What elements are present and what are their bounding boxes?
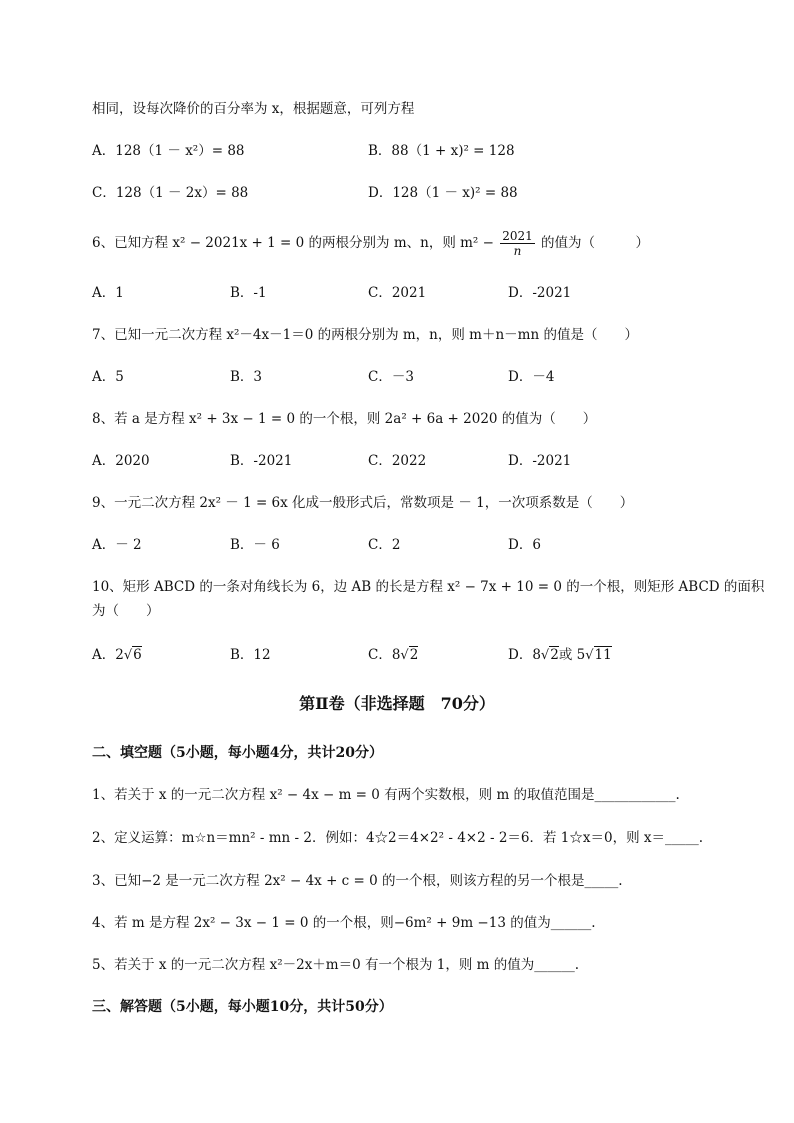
q10-option-d-mid: 或 5 (558, 647, 586, 663)
q9-option-c: C．2 (368, 537, 401, 553)
q6-option-c: C．2021 (368, 285, 427, 301)
intro-line: 相同，设每次降价的百分率为 x，根据题意，可列方程 (92, 101, 415, 117)
q8-option-b: B．-2021 (230, 453, 293, 469)
q5-option-b: B．88（1 + x)² = 128 (368, 143, 515, 159)
q9-option-d: D．6 (508, 537, 541, 553)
q10-stem-line1: 10、矩形 ABCD 的一条对角线长为 6，边 AB 的长是方程 x² − 7x + 10 = 0 的一个根，则矩形 ABCD 的面积 (92, 579, 765, 595)
q6-fraction (500, 229, 535, 258)
q9-stem: 9、一元二次方程 2x² － 1 = 6x 化成一般形式后，常数项是 － 1，一次项系数是（ ） (92, 495, 634, 511)
fill-question-2: 2、定义运算：m☆n＝mn² - mn - 2．例如：4☆2＝4×2² - 4×2 - 2＝6．若 1☆x＝0，则 x＝_____. (92, 830, 704, 846)
q9-option-a: A．－ 2 (92, 537, 142, 553)
radical-icon: √ (585, 648, 594, 663)
q5-option-d: D．128（1 － x)² = 88 (368, 185, 518, 201)
q6-option-b: B．-1 (230, 285, 267, 301)
q10-option-a-radicand: 6 (133, 647, 142, 663)
radical-icon: √ (540, 648, 550, 663)
radical-icon: √ (123, 648, 133, 663)
q6-option-d: D．-2021 (508, 285, 572, 301)
q10-option-a-prefix: A．2 (92, 647, 124, 663)
fill-question-1: 1、若关于 x 的一元二次方程 x² − 4x − m = 0 有两个实数根，则 m 的取值范围是____________. (92, 787, 680, 803)
q7-option-a: A．5 (92, 369, 124, 385)
q10-option-d-prefix: D．8 (508, 647, 541, 663)
q7-option-d: D．－4 (508, 369, 555, 385)
q6-stem-after: 的值为（ ） (536, 235, 650, 251)
q10-option-b: B．12 (230, 647, 271, 663)
radical-icon: √ (400, 648, 409, 663)
q10-option-c-prefix: C．8 (368, 647, 401, 663)
q6-fraction-numerator: 2021 (502, 229, 533, 243)
q10-option-d-radicand-2: 11 (594, 647, 612, 663)
q6-option-a: A．1 (92, 285, 124, 301)
q5-option-a: A．128（1 － x²）= 88 (92, 143, 245, 159)
q10-option-a (92, 645, 142, 666)
section-2-title: 第Ⅱ卷（非选择题 70分） (299, 694, 495, 713)
q9-option-b: B．－ 6 (230, 537, 280, 553)
solve-heading: 三、解答题（5小题，每小题10分，共计50分） (92, 999, 393, 1015)
fill-blank-heading: 二、填空题（5小题，每小题4分，共计20分） (92, 745, 383, 761)
fill-question-5: 5、若关于 x 的一元二次方程 x²－2x＋m＝0 有一个根为 1，则 m 的值为______. (92, 957, 580, 973)
fill-question-3: 3、已知−2 是一元二次方程 2x² − 4x + c = 0 的一个根，则该方程的另一个根是_____. (92, 873, 623, 889)
q7-option-b: B．3 (230, 369, 263, 385)
q10-option-c-radicand: 2 (409, 647, 419, 663)
q8-option-c: C．2022 (368, 453, 427, 469)
q8-stem: 8、若 a 是方程 x² + 3x − 1 = 0 的一个根，则 2a² + 6a + 2020 的值为（ ） (92, 411, 597, 427)
q6-fraction-denominator: n (513, 244, 522, 258)
q10-option-c (368, 645, 418, 666)
q7-option-c: C．－3 (368, 369, 414, 385)
fill-question-4: 4、若 m 是方程 2x² − 3x − 1 = 0 的一个根，则−6m² + 9m −13 的值为______. (92, 915, 596, 931)
q7-stem: 7、已知一元二次方程 x²－4x－1＝0 的两根分别为 m，n，则 m＋n－mn 的值是（ ） (92, 327, 638, 343)
q8-option-d: D．-2021 (508, 453, 572, 469)
q8-option-a: A．2020 (92, 453, 150, 469)
q10-option-d-radicand-1: 2 (550, 647, 559, 663)
q6-stem (92, 229, 649, 258)
q5-option-c: C．128（1 － 2x）= 88 (92, 185, 249, 201)
q10-option-d (508, 645, 612, 666)
q6-stem-before: 6、已知方程 x² − 2021x + 1 = 0 的两根分别为 m、n，则 m² − (92, 235, 499, 251)
q10-stem-line2: 为（ ） (92, 603, 160, 619)
